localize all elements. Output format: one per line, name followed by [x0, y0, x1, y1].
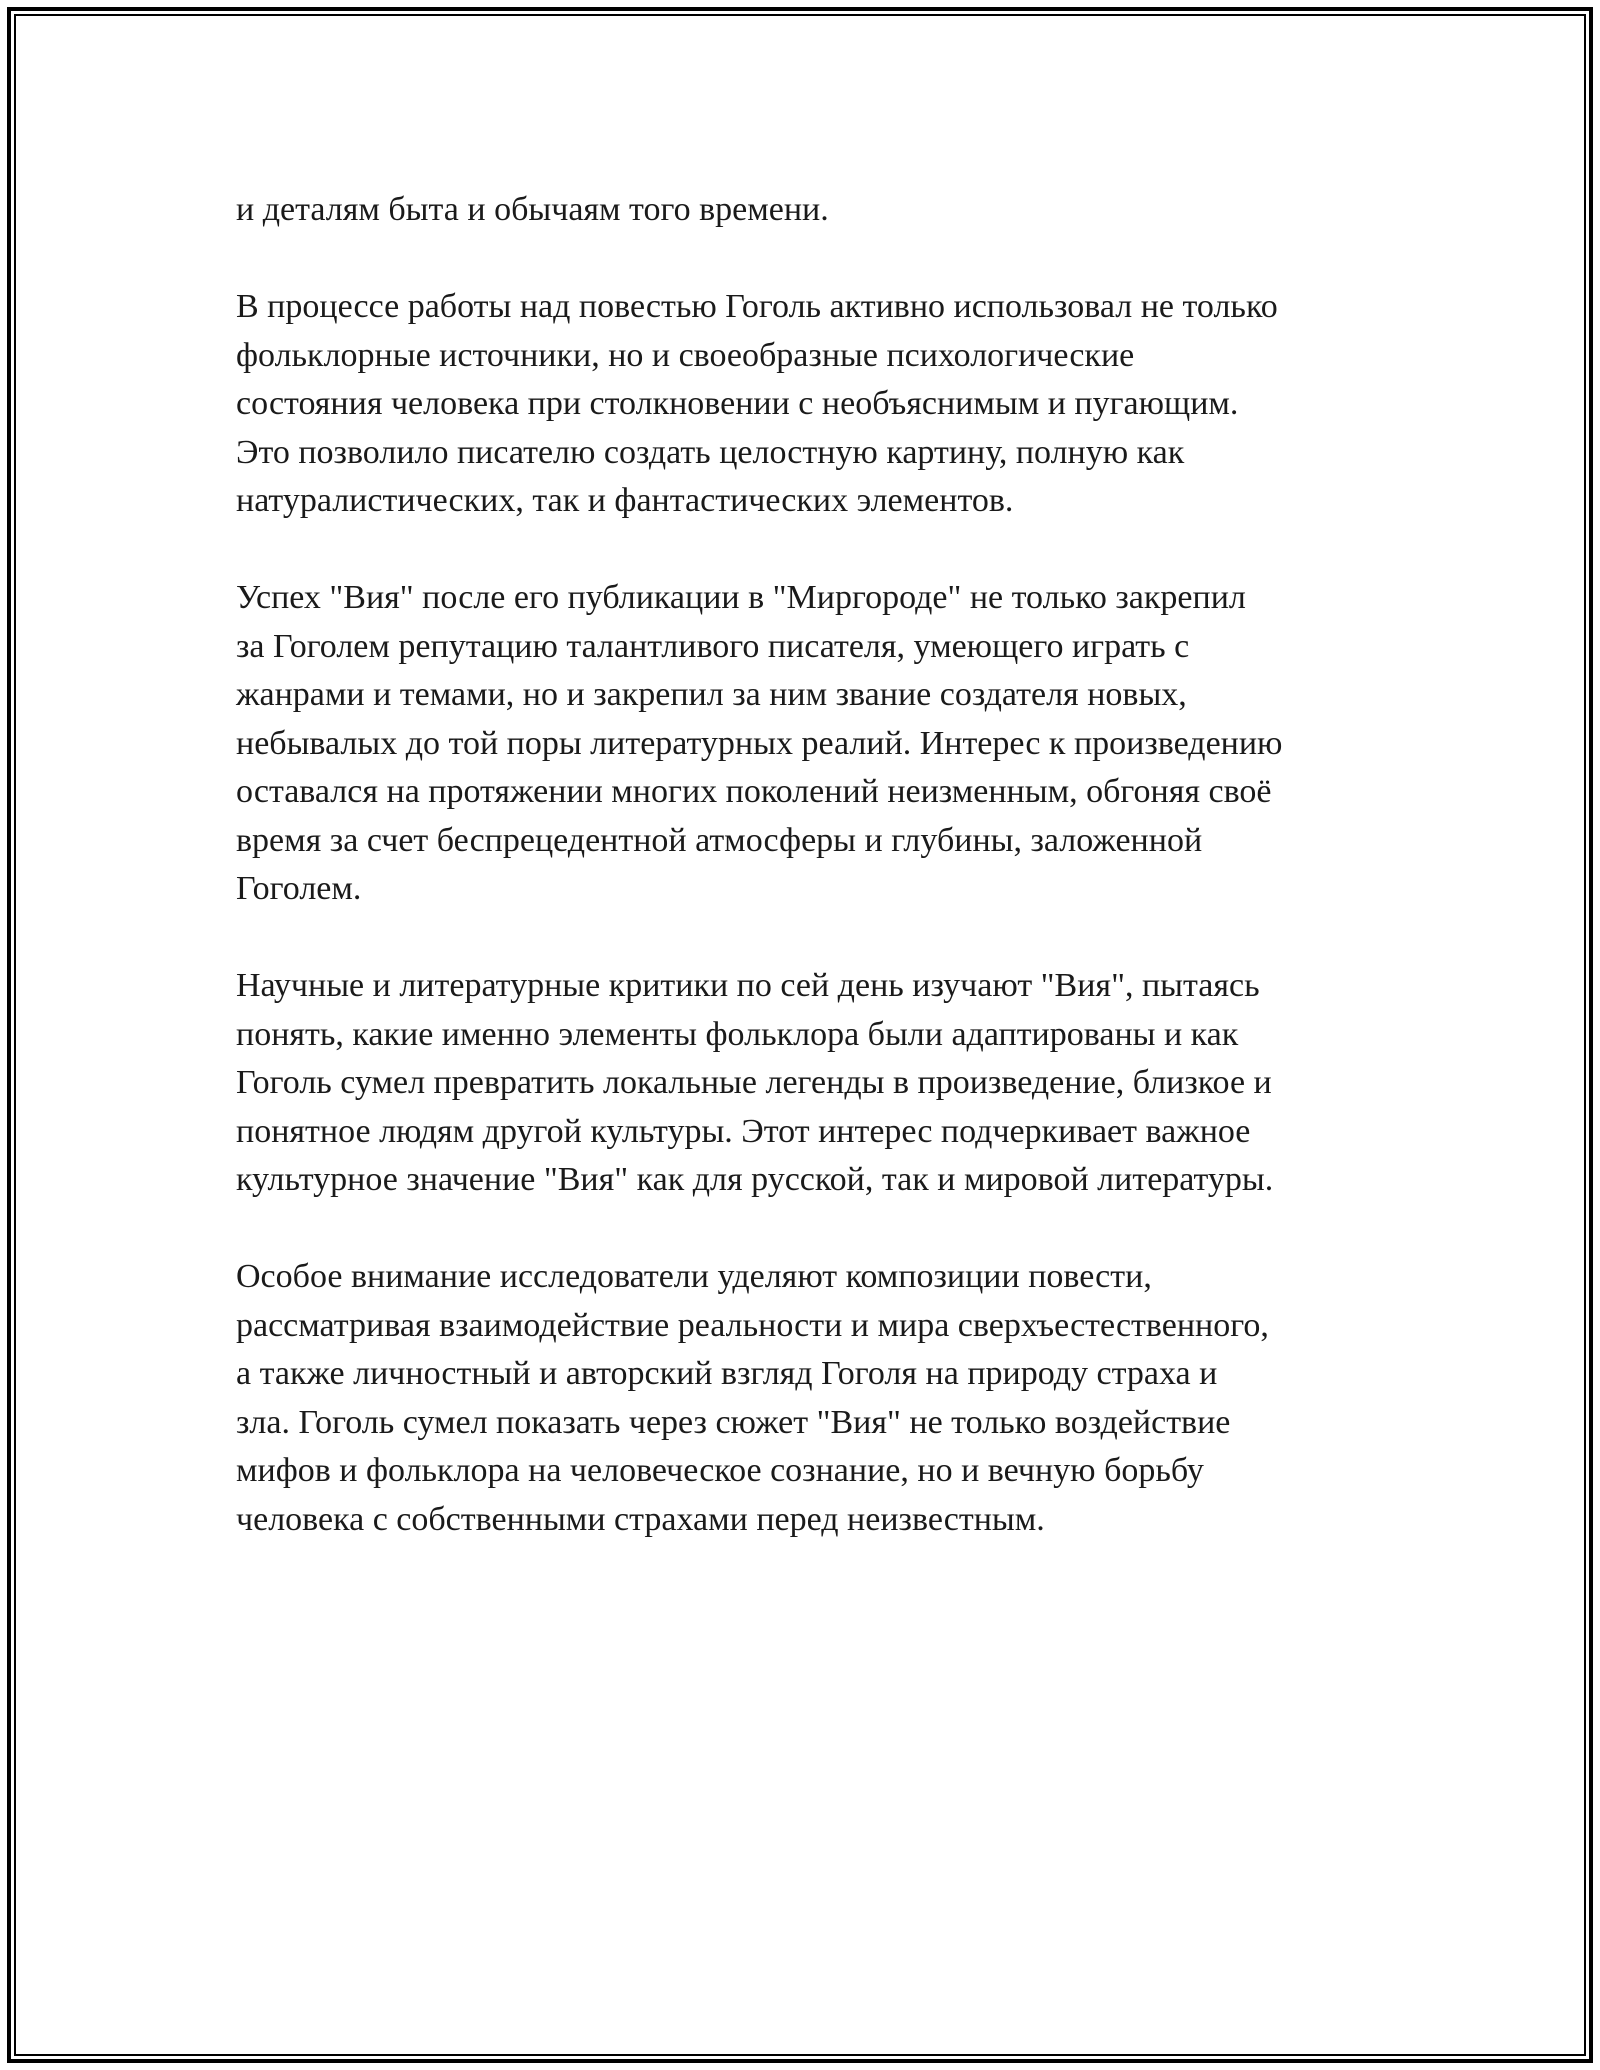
text-line: понятное людям другой культуры. Этот интерес подчеркивает важное [236, 1112, 1251, 1150]
text-line: и деталям быта и обычаям того времени. [236, 191, 829, 228]
paragraph-1 [236, 186, 1396, 235]
text-line: Это позволило писателю создать целостную картину, полную как [236, 433, 1185, 471]
text-line: рассматривая взаимодействие реальности и мира сверхъестественного, [236, 1306, 1269, 1344]
text-line: Особое внимание исследователи уделяют композиции повести, [236, 1258, 1152, 1295]
document-body [236, 186, 1396, 1593]
text-line: время за счет беспрецедентной атмосферы и глубины, заложенной [236, 821, 1203, 859]
text-line: Гоголем. [236, 870, 362, 907]
text-line: Успех "Вия" после его публикации в "Миргороде" не только закрепил [236, 579, 1246, 616]
text-line: зла. Гоголь сумел показать через сюжет "Вия" не только воздействие [236, 1403, 1231, 1441]
text-line: жанрами и темами, но и закрепил за ним звание создателя новых, [236, 676, 1187, 713]
text-line: оставался на протяжении многих поколений неизменным, обгоняя своё [236, 773, 1272, 810]
text-line: небывалых до той поры литературных реалий. Интерес к произведению [236, 724, 1283, 762]
paragraph-2 [236, 283, 1396, 526]
text-line: мифов и фольклора на человеческое сознание, но и вечную борьбу [236, 1452, 1204, 1489]
paragraph-5 [236, 1253, 1396, 1544]
text-line: понять, какие именно элементы фольклора были адаптированы и как [236, 1015, 1239, 1053]
text-line: состояния человека при столкновении с необъяснимым и пугающим. [236, 385, 1239, 422]
paragraph-3 [236, 574, 1396, 914]
text-line: Научные и литературные критики по сей день изучают "Вия", пытаясь [236, 967, 1260, 1004]
text-line: культурное значение "Вия" как для русской, так и мировой литературы. [236, 1161, 1274, 1198]
text-line: за Гоголем репутацию талантливого писателя, умеющего играть с [236, 627, 1190, 665]
text-line: Гоголь сумел превратить локальные легенды в произведение, близкое и [236, 1064, 1272, 1101]
text-line: а также личностный и авторский взгляд Гоголя на природу страха и [236, 1355, 1218, 1392]
paragraph-4 [236, 962, 1396, 1205]
text-line: фольклорные источники, но и своеобразные психологические [236, 336, 1135, 374]
text-line: В процессе работы над повестью Гоголь активно использовал не только [236, 288, 1278, 325]
text-line: натуралистических, так и фантастических элементов. [236, 482, 1014, 519]
text-line: человека с собственными страхами перед неизвестным. [236, 1500, 1045, 1538]
